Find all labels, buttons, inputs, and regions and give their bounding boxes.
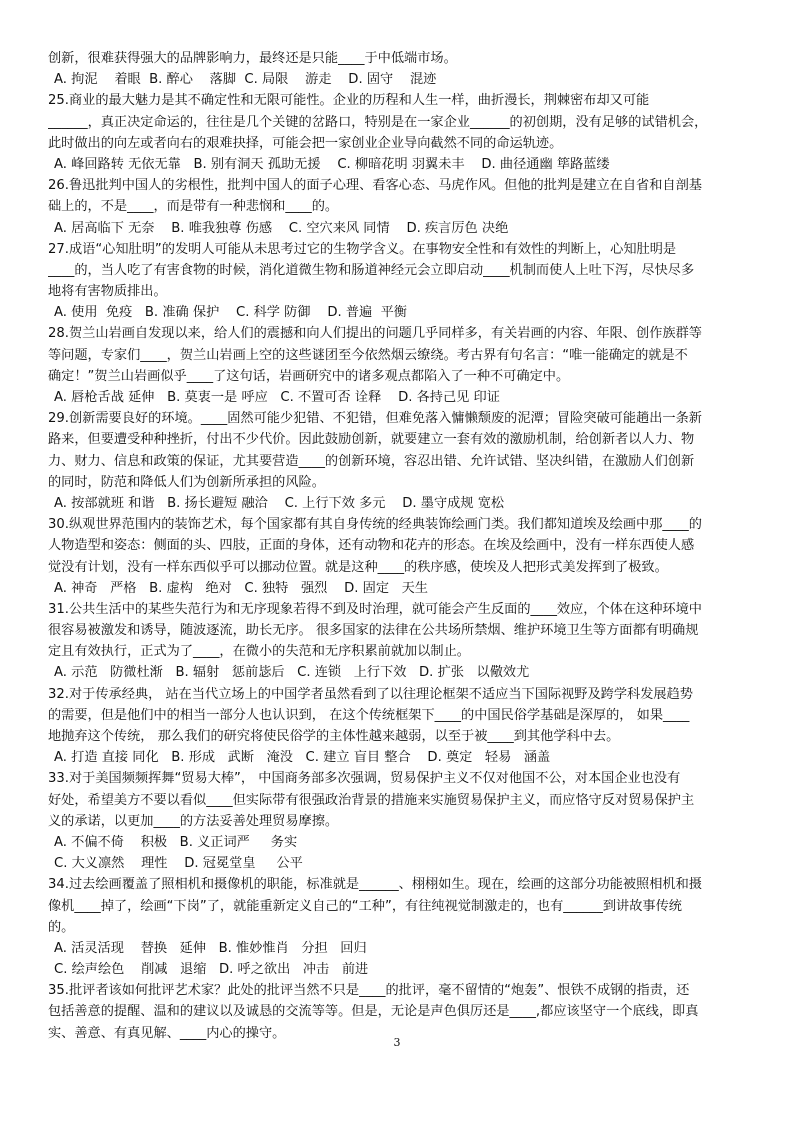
answer-options: A. 居高临下 无奈 B. 唯我独尊 伤感 C. 空穴来风 同情 D. 疾言厉色 决绝 — [54, 220, 509, 236]
answer-options: A. 神奇 严格 B. 虚构 绝对 C. 独特 强烈 D. 固定 天生 — [54, 580, 428, 596]
text-line: 义的承诺，以更加____的方法妥善处理贸易摩擦。 — [48, 813, 339, 829]
text-line: 的同时，防范和降低人们为创新所承担的风险。 — [48, 474, 325, 490]
question-25: 25.商业的最大魅力是其不确定性和无限可能性。企业的历程和人生一样，曲折漫长，荆棘密布却又可能 — [48, 93, 650, 109]
question-34: 34.过去绘画覆盖了照相机和摄像机的职能，标准就是______、栩栩如生。现在，绘画的这部分功能被照相机和摄 — [48, 877, 702, 893]
text-line: 地将有害物质排出。 — [48, 284, 167, 300]
text-line: 地抛弃这个传统， 那么我们的研究将使民俗学的主体性越来越弱，以至于被____到其他学科中去。 — [48, 729, 620, 744]
text-line: 人物造型和姿态：侧面的头、四肢，正面的身体，还有动物和花卉的形态。在埃及绘画中，没有一样东西使人感 — [48, 538, 695, 554]
text-line: ______，真正决定命运的，往往是几个关键的岔路口，特别是在一家企业______的初创期，没有足够的试错机会， — [48, 114, 708, 130]
answer-options: A. 打造 直接 同化 B. 形成 武断 淹没 C. 建立 盲目 整合 D. 奠定 轻易 涵盖 — [54, 750, 551, 766]
answer-options: C. 大义凛然 理性 D. 冠冕堂皇 公平 — [54, 856, 303, 872]
page-number: 3 — [393, 1036, 401, 1049]
answer-options: A. 唇枪舌战 延伸 B. 莫衷一是 呼应 C. 不置可否 诠释 D. 各持己见 印证 — [54, 390, 500, 405]
text-line: 定且有效执行，正式为了____，在微小的失范和无序积累前就加以制止。 — [48, 644, 470, 660]
text-line: 的需要，但是他们中的相当一部分人也认识到， 在这个传统框架下____的中国民俗学基础是深厚的， 如果____ — [48, 707, 690, 723]
text-line: 等问题，专家们____，贺兰山岩画上空的这些谜团至今依然烟云缭绕。考古界有句名言：“唯一能确定的就是不 — [48, 347, 688, 363]
text-line: 很容易被激发和诱导，随波逐流，助长无序。 很多国家的法律在公共场所禁烟、维护环境卫生等方面都有明确规 — [48, 623, 699, 639]
answer-options: A. 使用 免疫 B. 准确 保护 C. 科学 防御 D. 普遍 平衡 — [54, 305, 407, 321]
text-line: 的。 — [48, 919, 75, 935]
answer-options: C. 绘声绘色 削减 退缩 D. 呼之欲出 冲击 前进 — [54, 962, 369, 978]
question-30: 30.纵观世界范围内的装饰艺术，每个国家都有其自身传统的经典装饰绘画门类。我们都知道埃及绘画中那____的 — [48, 517, 702, 533]
text-line: 实、善意、有真见解、____内心的操守。 — [48, 1025, 286, 1041]
text-line: 路来，但要遭受种种挫折，付出不少代价。因此鼓励创新，就要建立一套有效的激励机制，给创新者以人力、物 — [48, 432, 695, 448]
text-line: ____的，当人吃了有害食物的时候，消化道微生物和肠道神经元会立即启动____机制而使人上吐下泻，尽快尽多 — [48, 262, 695, 278]
answer-options: A. 拘泥 着眼 B. 醉心 落脚 C. 局限 游走 D. 固守 混迹 — [54, 72, 437, 88]
document-body — [48, 48, 750, 1044]
text-line: 力、财力、信息和政策的保证，尤其要营造____的创新环境，容忍出错、允许试错、坚决纠错，在激励人们创新 — [48, 453, 695, 469]
text-line: 此时做出的向左或者向右的艰难抉择，可能会把一家创业企业导向截然不同的命运轨迹。 — [48, 135, 563, 151]
text-line: 像机____掉了，绘画“下岗”了，就能重新定义自己的“工种”，有往纯视觉制激走的，也有______到讲故事传统 — [48, 898, 682, 914]
text-line: 础上的，不是____，而是带有一种悲悯和____的。 — [48, 199, 339, 215]
answer-options: A. 按部就班 和谐 B. 扬长避短 融洽 C. 上行下效 多元 D. 墨守成规 宽松 — [54, 495, 505, 511]
question-26: 26.鲁迅批判中国人的劣根性，批判中国人的面子心理、看客心态、马虎作风。但他的批判是建立在自省和自剖基 — [48, 178, 702, 194]
text-line: 创新，很难获得强大的品牌影响力，最终还是只能____于中低端市场。 — [48, 51, 457, 66]
question-31: 31.公共生活中的某些失范行为和无序现象若得不到及时治理，就可能会产生反面的____效应，个体在这种环境中 — [48, 601, 702, 617]
answer-options: A. 峰回路转 无依无靠 B. 别有洞天 孤助无援 C. 柳暗花明 羽翼未丰 D. 曲径通幽 筚路蓝缕 — [54, 156, 610, 172]
answer-options: A. 不偏不倚 积极 B. 义正词严 务实 — [54, 834, 298, 850]
question-33: 33.对于美国频频挥舞“贸易大棒”， 中国商务部多次强调，贸易保护主义不仅对他国不公，对本国企业也没有 — [48, 771, 681, 787]
answer-options: A. 活灵活现 替换 延伸 B. 惟妙惟肖 分担 回归 — [54, 940, 367, 956]
question-27: 27.成语“心知肚明”的发明人可能从未思考过它的生物学含义。在事物安全性和有效性的判断上，心知肚明是 — [48, 241, 677, 257]
answer-options: A. 示范 防微杜渐 B. 辐射 惩前毖后 C. 连锁 上行下效 D. 扩张 以儆效尤 — [54, 665, 530, 681]
question-35: 35.批评者该如何批评艺术家？此处的批评当然不只是____的批评，毫不留情的“炮轰”、恨铁不成钢的指责，还 — [48, 983, 690, 999]
text-line: 好处，希望美方不要以看似____但实际带有很强政治背景的措施来实施贸易保护主义，而应恪守反对贸易保护主 — [48, 792, 695, 808]
question-28: 28.贺兰山岩画自发现以来，给人们的震撼和向人们提出的问题几乎同样多，有关岩画的内容、年限、创作族群等 — [48, 326, 702, 342]
text-line: 觉没有计划，没有一样东西似乎可以挪动位置。就是这种____的秩序感，使埃及人把形式美发挥到了极致。 — [48, 559, 668, 575]
text-line: 确定！”贺兰山岩画似乎____了这句话，岩画研究中的诸多观点都陷入了一种不可确定中。 — [48, 368, 570, 384]
question-29: 29.创新需要良好的环境。____固然可能少犯错、不犯错，但难免落入慵懒颓废的泥潭；冒险突破可能趟出一条新 — [48, 411, 702, 427]
text-line: 包括善意的提醒、温和的建议以及诚恳的交流等等。但是，无论是声色俱厉还是____,都应该坚守一个底线，即真 — [48, 1004, 699, 1020]
question-32: 32.对于传承经典， 站在当代立场上的中国学者虽然看到了以往理论框架不适应当下国际视野及跨学科发展趋势 — [48, 686, 693, 702]
